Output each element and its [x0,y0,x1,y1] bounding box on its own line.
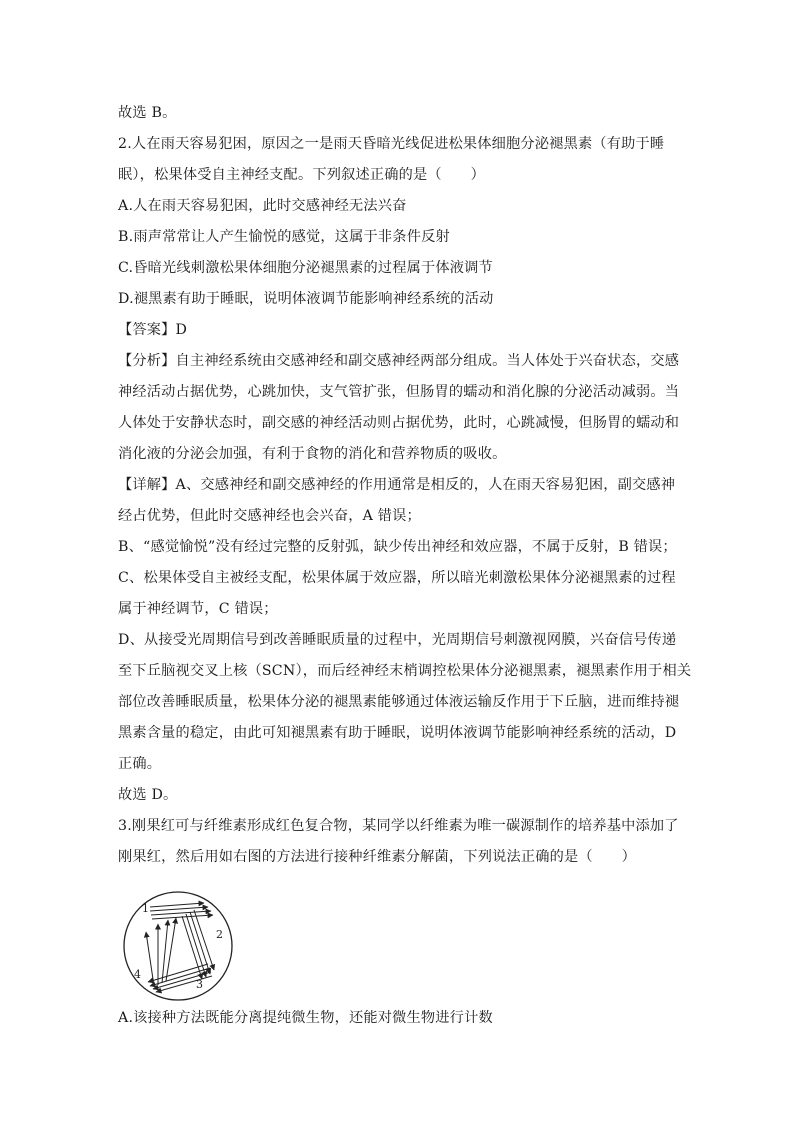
text-line: 刚果红，然后用如右图的方法进行接种纤维素分解菌，下列说法正确的是（ ） [118,849,636,865]
zone-label-1: 1 [142,902,149,915]
text-line: 黑素含量的稳定，由此可知褪黑素有助于睡眠，说明体液调节能影响神经系统的活动，D [118,725,677,741]
petri-dish [124,892,232,1000]
text-line: 故选 B。 [118,105,177,121]
text-line: C、松果体受自主被经支配，松果体属于效应器，所以暗光刺激松果体分泌褪黑素的过程 [118,570,676,586]
text-line: 【分析】自主神经系统由交感神经和副交感神经两部分组成。当人体处于兴奋状态，交感 [118,353,680,369]
text-line: 神经活动占据优势，心跳加快，支气管扩张，但肠胃的蠕动和消化腺的分泌活动减弱。当 [118,384,680,400]
text-line: 经占优势，但此时交感神经也会兴奋，A 错误； [118,508,421,524]
text-line: 消化液的分泌会加强，有利于食物的消化和营养物质的吸收。 [118,446,507,462]
text-line: C.昏暗光线刺激松果体细胞分泌褪黑素的过程属于体液调节 [118,260,493,276]
streak-plate-diagram [118,890,240,1002]
text-line: 人体处于安静状态时，副交感的神经活动则占据优势，此时，心跳减慢，但肠胃的蠕动和 [118,415,680,431]
text-line: B.雨声常常让人产生愉悦的感觉，这属于非条件反射 [118,229,450,245]
zone-label-4: 4 [134,968,141,981]
text-line: A.该接种方法既能分离提纯微生物，还能对微生物进行计数 [118,1010,493,1026]
text-line: 部位改善睡眠质量，松果体分泌的褪黑素能够通过体液运输反作用于下丘脑，进而维持褪 [118,694,680,710]
text-line: 至下丘脑视交叉上核（SCN），而后经神经末梢调控松果体分泌褪黑素，褪黑素作用于相关 [118,663,692,679]
text-line: 属于神经调节，C 错误； [118,601,278,617]
text-line: 故选 D。 [118,787,178,803]
text-line: D.褪黑素有助于睡眠，说明体液调节能影响神经系统的活动 [118,291,494,307]
zone-label-2: 2 [216,928,223,941]
text-line: A.人在雨天容易犯困，此时交感神经无法兴奋 [118,198,407,214]
streak-plate-figure [118,890,240,1002]
text-line: D、从接受光周期信号到改善睡眠质量的过程中，光周期信号刺激视网膜，兴奋信号传递 [118,632,677,648]
text-line: 眠），松果体受自主神经支配。下列叙述正确的是（ ） [118,167,485,183]
text-line: 正确。 [118,756,162,772]
text-line: 【答案】D [118,322,188,338]
text-line: 【详解】A、交感神经和副交感神经的作用通常是相反的，人在雨天容易犯困，副交感神 [118,477,676,493]
zone-label-3: 3 [196,978,203,991]
text-line: 3.刚果红可与纤维素形成红色复合物，某同学以纤维素为唯一碳源制作的培养基中添加了 [118,818,679,834]
text-line: B、“感觉愉悦”没有经过完整的反射弧，缺少传出神经和效应器，不属于反射，B 错误； [118,539,677,555]
text-line: 2.人在雨天容易犯困，原因之一是雨天昏暗光线促进松果体细胞分泌褪黑素（有助于睡 [118,136,665,152]
